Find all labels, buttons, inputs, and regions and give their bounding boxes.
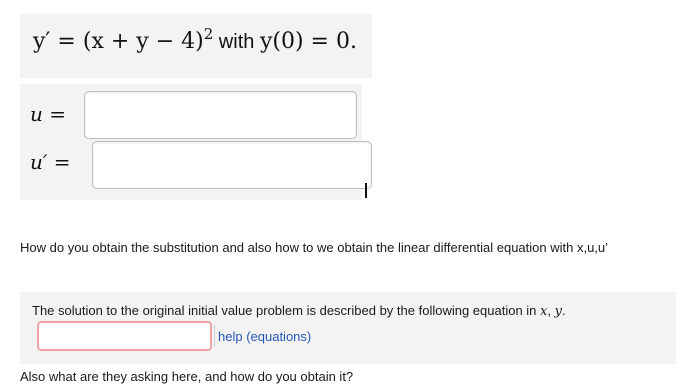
var-y: y (554, 304, 562, 319)
equation-with-text: with (213, 31, 260, 53)
help-equations-link[interactable]: help (equations) (218, 329, 312, 344)
followup-question: Also what are they asking here, and how do you obtain it? (20, 369, 354, 384)
uprime-input[interactable] (92, 141, 372, 189)
differential-equation (33, 25, 357, 54)
initial-condition: y(0) = 0. (259, 29, 357, 54)
substitution-panel (20, 84, 362, 200)
text-cursor (365, 183, 367, 198)
equation-exponent: 2 (203, 25, 214, 43)
u-label: u = (30, 102, 66, 126)
equation-panel (20, 14, 372, 78)
equation-rhs: = (x + y − 4) (50, 29, 204, 54)
solution-equation-input[interactable] (37, 321, 212, 351)
help-divider (214, 325, 215, 347)
uprime-label: u′ = (30, 150, 71, 174)
equation-lhs: y′ (33, 29, 51, 54)
var-x: x (540, 304, 548, 319)
question-text: How do you obtain the substitution and also how to we obtain the linear differential equation with x,u,u’ (20, 240, 609, 255)
u-input[interactable] (84, 91, 357, 139)
solution-prompt: The solution to the original initial value problem is described by the following equation in x, y. (32, 303, 566, 319)
solution-panel (20, 292, 676, 364)
